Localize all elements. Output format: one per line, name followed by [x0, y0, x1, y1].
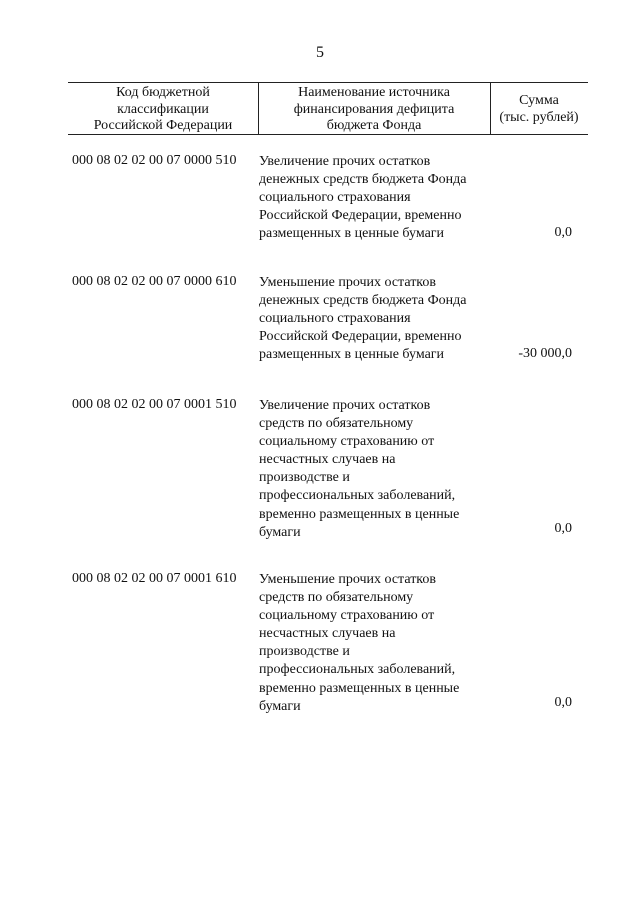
row-name-line: Уменьшение прочих остатков [259, 572, 437, 587]
page-number: 5 [316, 44, 324, 61]
row-name-line: размещенных в ценные бумаги [259, 347, 445, 363]
header-code-column [68, 85, 258, 135]
header-sum-column [490, 93, 588, 126]
row-name-line: производстве и [259, 644, 350, 660]
row-name-line: Российской Федерации, временно [259, 329, 462, 345]
row-name-line: Российской Федерации, временно [259, 208, 462, 224]
table-top-rule [68, 82, 588, 83]
row-name-line: Уменьшение прочих остатков [259, 275, 437, 290]
header-name-line: Наименование источника [298, 85, 450, 100]
row-amount: 0,0 [554, 521, 572, 536]
header-name-line: бюджета Фонда [326, 118, 422, 133]
header-code-line: классификации [117, 101, 209, 117]
row-name [259, 571, 489, 716]
header-name-line: финансирования дефицита [293, 101, 455, 117]
row-name-line: социальному страхованию от [259, 434, 435, 450]
row-name-line: денежных средств бюджета Фонда [259, 172, 467, 188]
row-name [259, 274, 489, 364]
row-code: 000 08 02 02 00 07 0001 610 [72, 571, 237, 586]
row-name-line: социального страхования [259, 190, 411, 206]
row-amount: 0,0 [554, 695, 572, 710]
row-amount: -30 000,0 [518, 346, 572, 361]
header-sum-line: (тыс. рублей) [499, 109, 579, 125]
row-name [259, 397, 489, 542]
row-name-line: профессиональных заболеваний, [259, 662, 456, 678]
row-name-line: Увеличение прочих остатков [259, 398, 431, 413]
row-name-line: бумаги [259, 524, 301, 540]
row-name-line: социального страхования [259, 311, 411, 327]
row-name-line: денежных средств бюджета Фонда [259, 293, 467, 309]
row-name-line: Увеличение прочих остатков [259, 154, 431, 169]
row-name-line: размещенных в ценные бумаги [259, 226, 445, 242]
row-name-line: средств по обязательному [259, 416, 414, 432]
row-name-line: производстве и [259, 470, 350, 486]
row-code: 000 08 02 02 00 07 0000 610 [72, 274, 237, 289]
row-code: 000 08 02 02 00 07 0001 510 [72, 397, 237, 412]
row-name-line: временно размещенных в ценные [259, 680, 460, 696]
header-code-line: Российской Федерации [93, 118, 233, 133]
header-name-column [258, 85, 490, 135]
header-code-line: Код бюджетной [116, 85, 210, 100]
row-name-line: средств по обязательному [259, 590, 414, 606]
row-name-line: профессиональных заболеваний, [259, 488, 456, 504]
header-sum-line: Сумма [519, 93, 559, 108]
row-name-line: социальному страхованию от [259, 608, 435, 624]
row-name-line: временно размещенных в ценные [259, 506, 460, 522]
row-name-line: несчастных случаев на [259, 452, 396, 468]
row-name [259, 153, 489, 243]
row-amount: 0,0 [554, 225, 572, 240]
row-name-line: несчастных случаев на [259, 626, 396, 642]
row-code: 000 08 02 02 00 07 0000 510 [72, 153, 237, 168]
row-name-line: бумаги [259, 698, 301, 714]
